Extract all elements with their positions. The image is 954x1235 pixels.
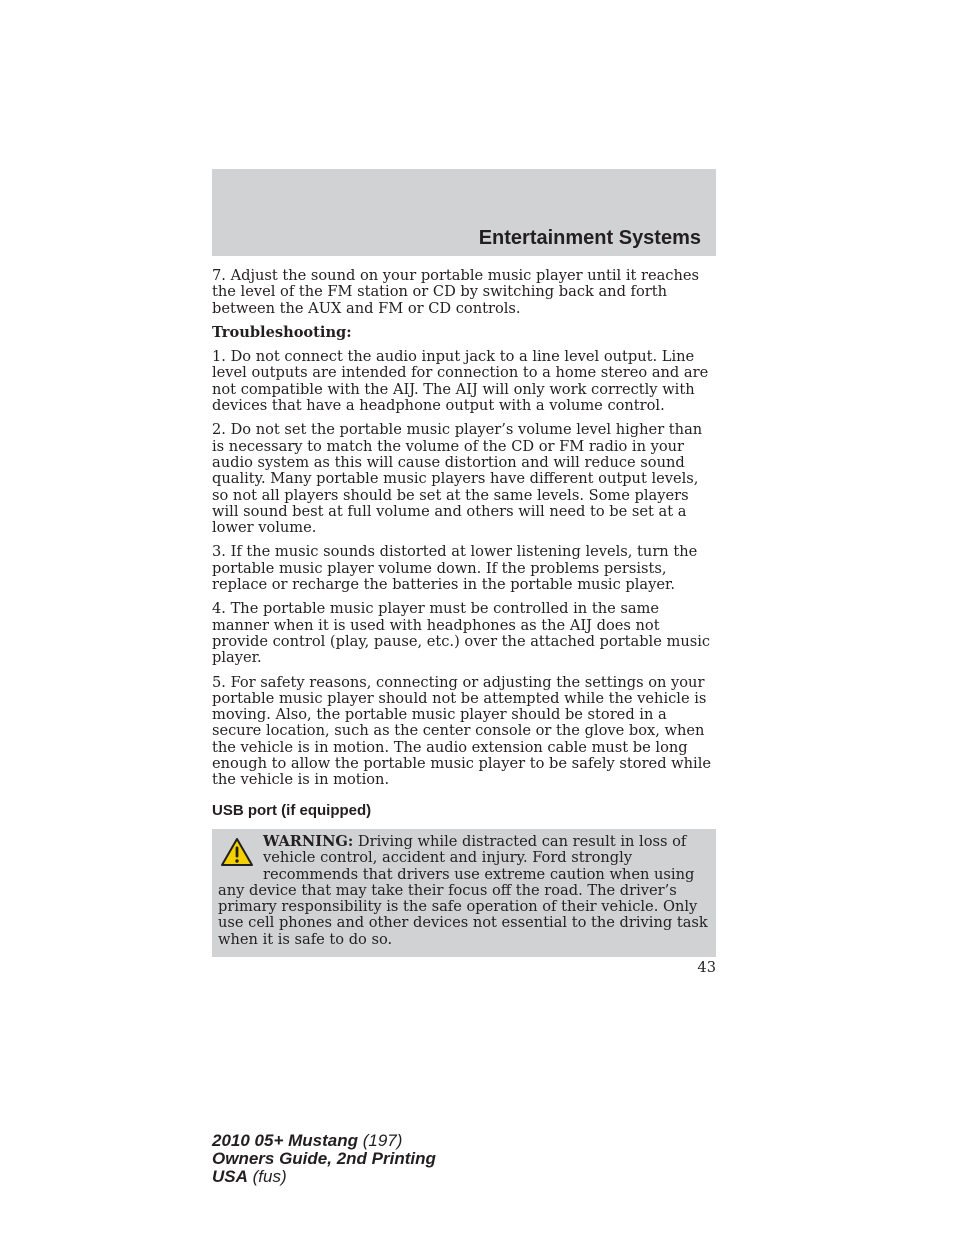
warning-label: WARNING: (263, 832, 354, 850)
troubleshooting-item-4: 4. The portable music player must be controlled in the same manner when it is used with headphones as the AIJ does not provide control (play, pause, etc.) over the attached portable music player. (212, 600, 711, 667)
footer-imprint (212, 1132, 436, 1186)
paragraph-step-7: 7. Adjust the sound on your portable music player until it reaches the level of the FM station or CD by switching back and forth between the AUX and FM or CD controls. (212, 267, 700, 317)
page-number: 43 (697, 959, 716, 976)
troubleshooting-heading: Troubleshooting: (212, 323, 352, 341)
warning-text: Driving while distracted can result in loss of vehicle control, accident and injury. Ford strongly recommends that drivers use extreme caution when using any device that may take their focus off the road. The driver’s primary responsibility is the safe operation of their vehicle. Only use cell phones and other devices not essential to the driving task when it is safe to do so. (218, 832, 708, 948)
warning-box (212, 829, 716, 957)
troubleshooting-item-2: 2. Do not set the portable music player’s volume level higher than is necessary to match the volume of the CD or FM radio in your audio system as this will cause distortion and will reduce sound quality. Many portable music players have different output levels, so not all players should be set at the same levels. Some players will sound best at full volume and others will need to be set at a lower volume. (212, 421, 703, 537)
warning-triangle-icon (220, 837, 254, 867)
footer-line-2: Owners Guide, 2nd Printing (212, 1149, 436, 1168)
troubleshooting-item-1: 1. Do not connect the audio input jack to a line level output. Line level outputs are intended for connection to a home stereo and are not compatible with the AIJ. The AIJ will only work correctly with devices that have a headphone output with a volume control. (212, 348, 709, 415)
footer-line-3: USA (fus) (212, 1167, 287, 1186)
troubleshooting-item-3: 3. If the music sounds distorted at lower listening levels, turn the portable music player volume down. If the problems persists, replace or recharge the batteries in the portable music player. (212, 543, 698, 594)
page-content (212, 268, 716, 957)
troubleshooting-item-5: 5. For safety reasons, connecting or adjusting the settings on your portable music player should not be attempted while the vehicle is moving. Also, the portable music player should be stored in a secure location, such as the center console or the glove box, when the vehicle is in motion. The audio extension cable must be long enough to allow the portable music player to be safely stored while the vehicle is in motion. (212, 673, 712, 789)
usb-port-heading: USB port (if equipped) (212, 801, 372, 819)
section-header-band (212, 169, 716, 256)
section-title: Entertainment Systems (478, 227, 701, 249)
footer-line-1: 2010 05+ Mustang (197) (212, 1131, 403, 1150)
